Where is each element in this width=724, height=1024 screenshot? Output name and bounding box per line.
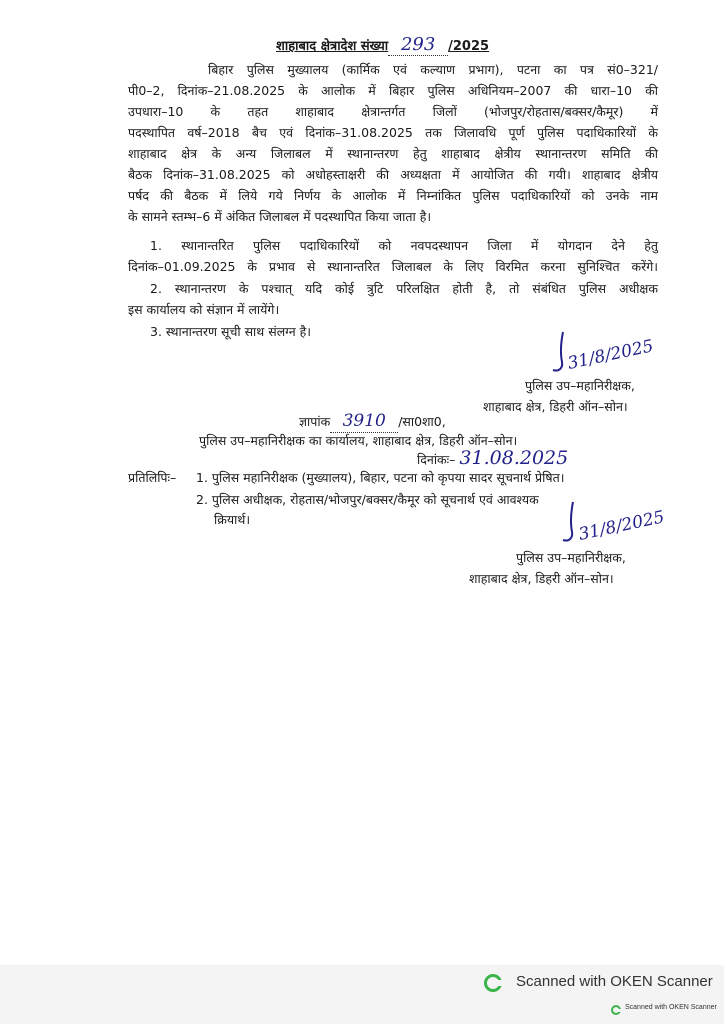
scanner-label-small: Scanned with OKEN Scanner (625, 1004, 717, 1011)
scanner-label: Scanned with OKEN Scanner (516, 973, 713, 990)
copy-item-2: 2. पुलिस अधीक्षक, रोहतास/भोजपुर/बक्सर/कैमूर को सूचनार्थ एवं आवश्यक (196, 492, 539, 507)
copy-label: प्रतिलिपिः– (128, 470, 177, 485)
signature-1-place: शाहाबाद क्षेत्र, डिहरी ऑन–सोन। (483, 399, 628, 414)
oken-logo-icon (484, 974, 502, 992)
signature-1-designation: पुलिस उप–महानिरीक्षक, (525, 378, 635, 393)
memo-number-line (299, 411, 446, 433)
oken-logo-small-icon (611, 1005, 621, 1015)
scanner-footer (0, 965, 724, 1024)
intro-line: पर्षद की बैठक में लिये गये निर्णय के आलोक में निम्नांकित पुलिस पदाधिकारियों को उनके नाम (128, 188, 658, 203)
copy-item-1: 1. पुलिस महानिरीक्षक (मुख्यालय), बिहार, पटना को कृपया सादर सूचनार्थ प्रेषित। (196, 470, 565, 485)
point-3-line: 3. स्थानान्तरण सूची साथ संलग्न है। (150, 324, 311, 339)
signature-2-date: 31/8/2025 (576, 507, 667, 545)
memo-suffix: /सा0शा0, (398, 414, 446, 429)
order-number-handwritten: 293 (400, 34, 436, 55)
intro-line: बैठक दिनांक–31.08.2025 को अधोहस्ताक्षरी की अध्यक्षता में आयोजित की गयी। शाहाबाद क्षेत्रीय (128, 167, 658, 182)
memo-date-handwritten: 31.08.2025 (459, 447, 569, 469)
memo-date-line (417, 448, 568, 470)
point-2-line: इस कार्यालय को संज्ञान में लायेंगे। (128, 302, 280, 317)
order-title-prefix: शाहाबाद क्षेत्रादेश संख्या (276, 39, 389, 54)
signature-1-date: 31/8/2025 (565, 336, 656, 374)
memo-office: पुलिस उप–महानिरीक्षक का कार्यालय, शाहाबाद क्षेत्र, डिहरी ऑन–सोन। (199, 433, 518, 448)
order-title-suffix: /2025 (448, 39, 490, 54)
memo-date-label: दिनांकः– (417, 452, 456, 467)
intro-line: के सामने स्तम्भ–6 में अंकित जिलाबल में पदस्थापित किया जाता है। (128, 209, 432, 224)
point-2-line: 2. स्थानान्तरण के पश्चात् यदि कोई त्रुटि परिलक्षित होती है, तो संबंधित पुलिस अधीक्षक (150, 281, 658, 296)
point-1-line: दिनांक–01.09.2025 के प्रभाव से स्थानान्तरित जिलाबल के लिए विरमित करना सुनिश्चित करेंगे। (128, 259, 658, 274)
point-1-line: 1. स्थानान्तरित पुलिस पदाधिकारियों को नवपदस्थापन जिला में योगदान देने हेतु (150, 238, 658, 253)
intro-line: उपधारा–10 के तहत शाहाबाद क्षेत्रान्तर्गत जिलों (भोजपुर/रोहतास/बक्सर/कैमूर) में (128, 104, 658, 119)
memo-prefix: ज्ञापांक (299, 414, 331, 429)
memo-number-handwritten: 3910 (342, 411, 386, 431)
order-title (276, 34, 489, 56)
intro-line: पदस्थापित वर्ष–2018 बैच एवं दिनांक–31.08.2025 तक जिलावधि पूर्ण पुलिस पदाधिकारियों के (128, 125, 658, 140)
intro-line: शाहाबाद क्षेत्र के अन्य जिलाबल में स्थानान्तरण हेतु शाहाबाद क्षेत्रीय स्थानान्तरण समिति की (128, 146, 658, 161)
intro-line: बिहार पुलिस मुख्यालय (कार्मिक एवं कल्याण प्रभाग), पटना का पत्र सं0–321/ (208, 62, 658, 77)
copy-item-2-cont: क्रियार्थ। (214, 512, 251, 527)
signature-2-designation: पुलिस उप–महानिरीक्षक, (516, 550, 626, 565)
intro-line: पी0–2, दिनांक–21.08.2025 के आलोक में बिहार पुलिस अधिनियम–2007 की धारा–10 की (128, 83, 658, 98)
signature-2-place: शाहाबाद क्षेत्र, डिहरी ऑन–सोन। (469, 571, 614, 586)
